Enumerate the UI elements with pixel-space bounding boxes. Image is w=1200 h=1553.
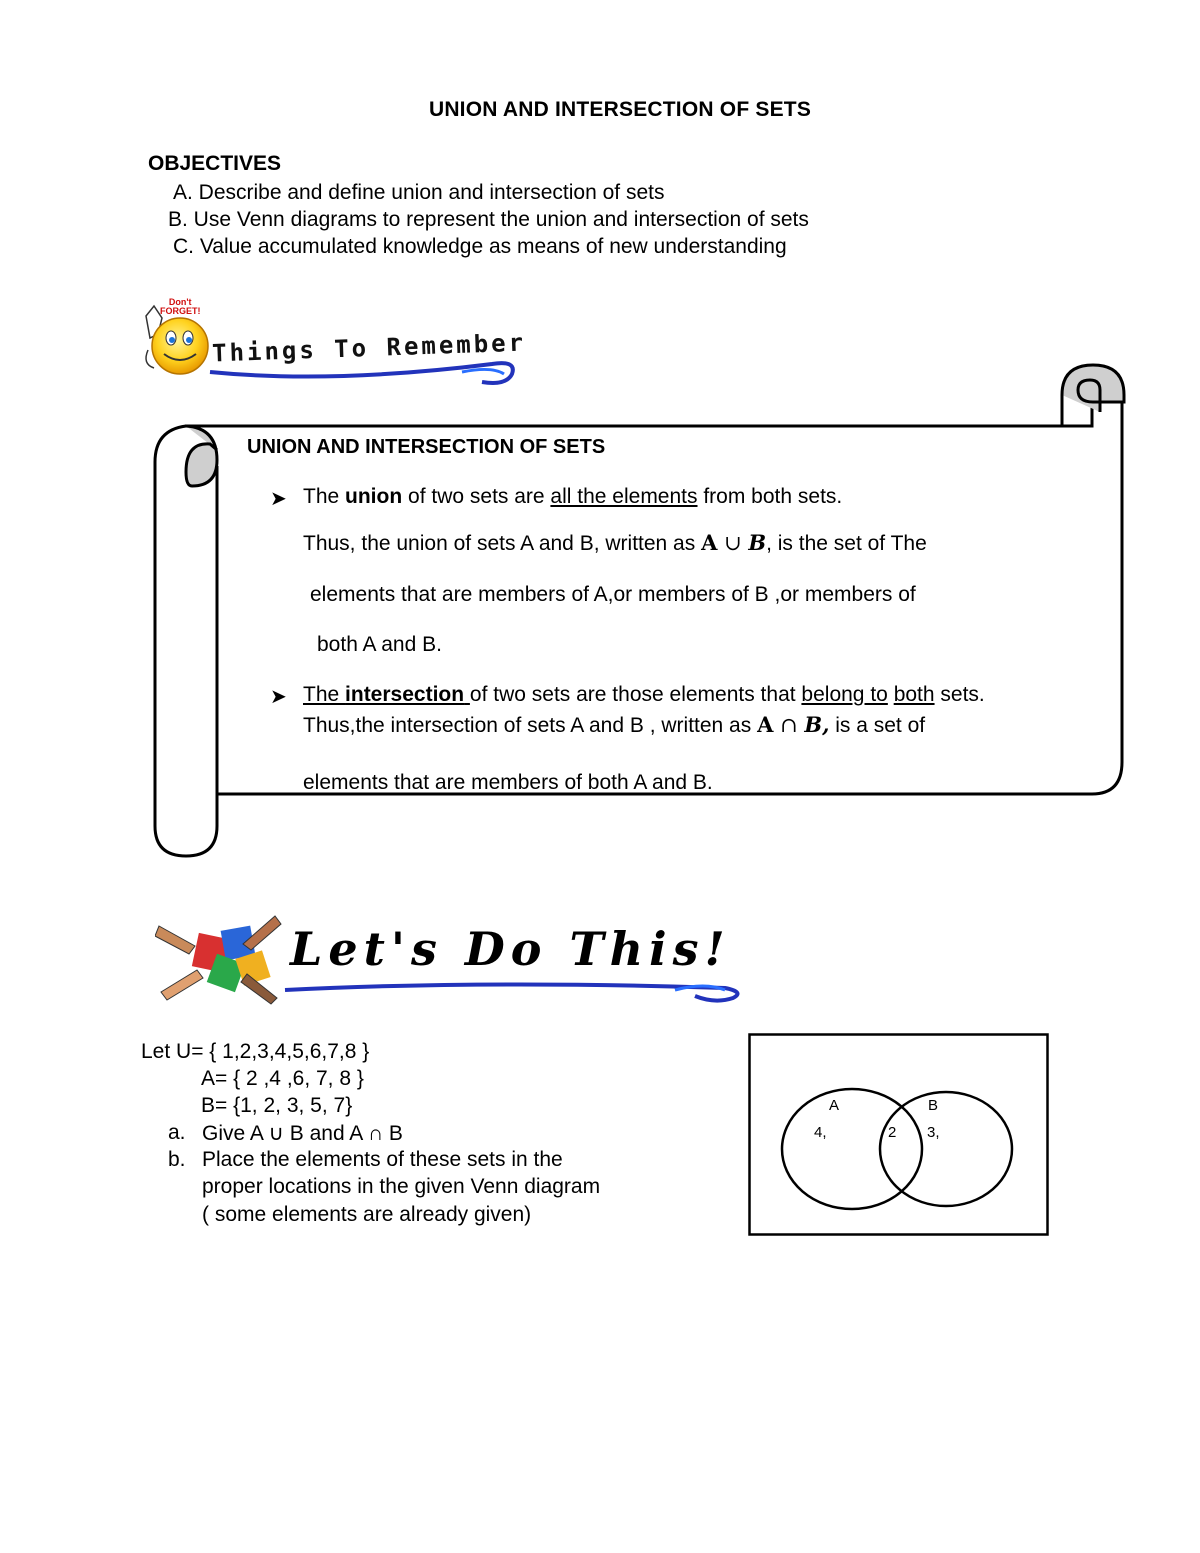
lets-do-this-text: Let's Do This! (290, 922, 731, 976)
intersection-line-3: elements that are members of both A and B. (303, 771, 713, 791)
union-line-3: elements that are members of A,or members of B ,or members of (310, 583, 916, 606)
bullet-arrow-icon: ➤ (270, 488, 287, 510)
union-definition: The union of two sets are all the elements from both sets. (303, 485, 843, 508)
venn-b-only: 3, (927, 1124, 940, 1141)
intersection-line-2: Thus,the intersection of sets A and B , written as A ∩ B, is a set of (303, 712, 926, 737)
objective-c: C. Value accumulated knowledge as means of new understanding (173, 235, 787, 258)
item-b-line-2: proper locations in the given Venn diagram (202, 1175, 601, 1198)
intersection-line-3-clip (230, 765, 1030, 791)
intersection-definition: The intersection of two sets are those elements that belong to both sets. (303, 683, 985, 706)
item-b-line-1: Place the elements of these sets in the (202, 1148, 563, 1171)
venn-a-only: 4, (814, 1124, 827, 1141)
objective-a: A. Describe and define union and intersection of sets (173, 181, 665, 204)
item-b-line-3: ( some elements are already given) (202, 1203, 532, 1226)
item-b-marker: b. (168, 1148, 186, 1171)
page-title: UNION AND INTERSECTION OF SETS (428, 98, 812, 121)
venn-label-b: B (928, 1097, 939, 1114)
venn-label-a: A (829, 1097, 840, 1114)
lets-do-this-banner (155, 906, 755, 1006)
dont-forget-badge: Don't FORGET! (160, 297, 201, 316)
venn-universe-box (750, 1035, 1048, 1235)
objectives-heading: OBJECTIVES (148, 152, 282, 175)
universal-set: Let U= { 1,2,3,4,5,6,7,8 } (141, 1040, 370, 1063)
set-a: A= { 2 ,4 ,6, 7, 8 } (201, 1067, 364, 1090)
objective-b: B. Use Venn diagrams to represent the union and intersection of sets (168, 208, 809, 231)
scroll-title: UNION AND INTERSECTION OF SETS (247, 436, 606, 458)
venn-intersection: 2 (888, 1124, 897, 1141)
venn-diagram (748, 1033, 1049, 1236)
union-line-2: Thus, the union of sets A and B, written as A ∪ B, is the set of The (303, 530, 927, 555)
item-a: Give A ∪ B and A ∩ B (202, 1122, 403, 1145)
set-b: B= {1, 2, 3, 5, 7} (201, 1094, 353, 1117)
bullet-arrow-icon: ➤ (270, 686, 287, 708)
item-a-marker: a. (168, 1121, 186, 1144)
union-line-4: both A and B. (317, 633, 442, 656)
things-to-remember-text: Things To Remember (211, 328, 527, 368)
